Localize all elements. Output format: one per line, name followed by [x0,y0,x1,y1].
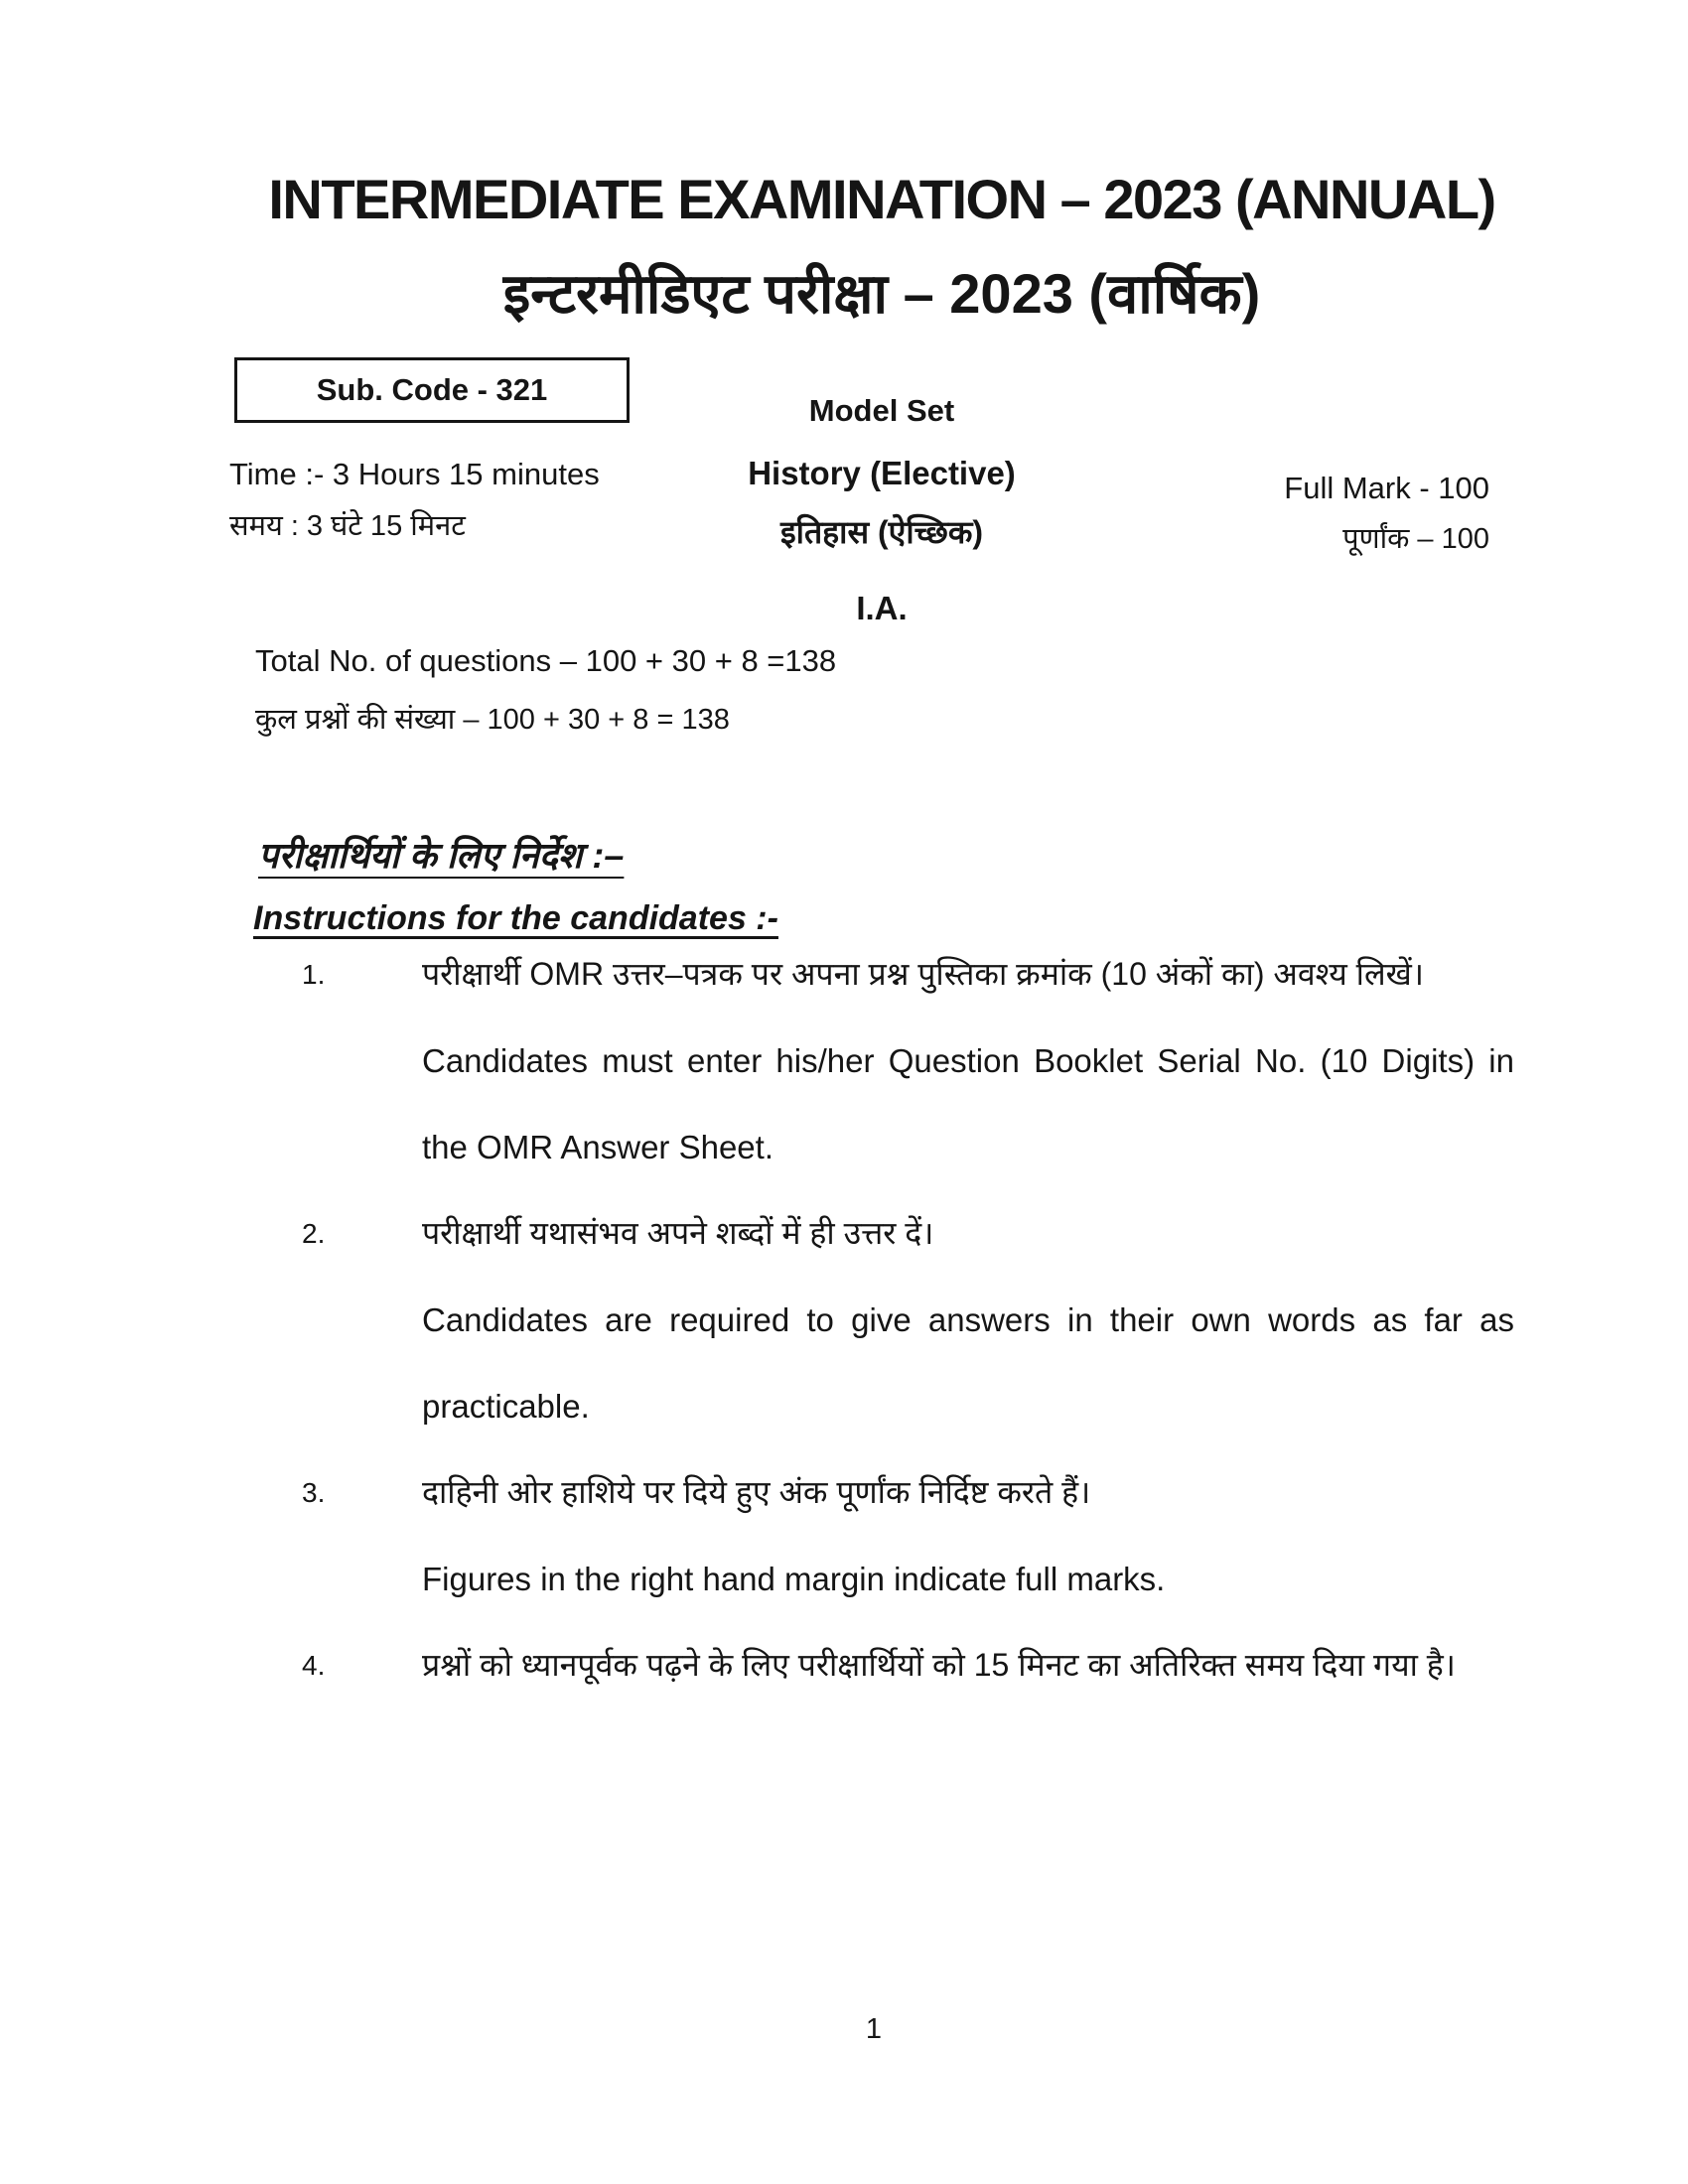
instruction-item-3 [302,1449,1514,1622]
instruction-item-1 [302,931,1514,1190]
total-questions-hindi: कुल प्रश्नों की संख्या – 100 + 30 + 8 = 138 [255,704,730,736]
time-english: Time :- 3 Hours 15 minutes [229,457,600,491]
instructions-heading-english: Instructions for the candidates :- [253,899,778,937]
instructions-heading-hindi: परीक्षार्थियों के लिए निर्देश :– [258,835,625,876]
subject-name-english: History (Elective) [748,455,1016,491]
instruction-text-english: Candidates must enter his/her Question Booklet Serial No. (10 Digits) in the OMR Answer Sheet. [422,1042,1514,1165]
full-mark-block [1284,471,1489,557]
full-mark-hindi: पूर्णांक – 100 [1342,523,1489,555]
instruction-text-english: Figures in the right hand margin indicate full marks. [422,1561,1166,1597]
instruction-text-hindi: दाहिनी ओर हाशिये पर दिये हुए अंक पूर्णांक निर्दिष्ट करते हैं। [422,1474,1091,1510]
full-mark-english: Full Mark - 100 [1284,471,1489,505]
instruction-item-4 [302,1622,1514,1708]
model-set-label: Model Set [808,393,955,428]
instruction-number: 1. [302,959,326,990]
instruction-text-hindi: परीक्षार्थी OMR उत्तर–पत्रक पर अपना प्रश्न पुस्तिका क्रमांक (10 अंकों का) अवश्य लिखें। [422,956,1424,992]
instruction-text-hindi: प्रश्नों को ध्यानपूर्वक पढ़ने के लिए परीक्षार्थियों को 15 मिनट का अतिरिक्त समय दिया गया है। [422,1647,1456,1683]
subject-name-hindi: इतिहास (ऐच्छिक) [779,514,984,550]
section-label: I.A. [856,590,908,626]
exam-title-hindi: इन्टरमीडिएट परीक्षा – 2023 (वार्षिक) [502,262,1261,325]
instruction-text-english: Candidates are required to give answers in their own words as far as practicable. [422,1301,1514,1425]
instruction-number: 4. [302,1650,326,1681]
time-hindi: समय : 3 घंटे 15 मिनट [229,510,466,542]
instruction-text-hindi: परीक्षार्थी यथासंभव अपने शब्दों में ही उत्तर दें। [422,1215,934,1251]
total-questions-english: Total No. of questions – 100 + 30 + 8 =138 [255,643,837,678]
page-number: 1 [865,2013,883,2045]
exam-title-english: INTERMEDIATE EXAMINATION – 2023 (ANNUAL) [268,168,1495,230]
instruction-number: 2. [302,1218,326,1249]
instruction-number: 3. [302,1477,326,1508]
instructions-list [302,931,1514,1708]
subject-code-label: Sub. Code - 321 [316,372,548,407]
instruction-item-2 [302,1190,1514,1449]
